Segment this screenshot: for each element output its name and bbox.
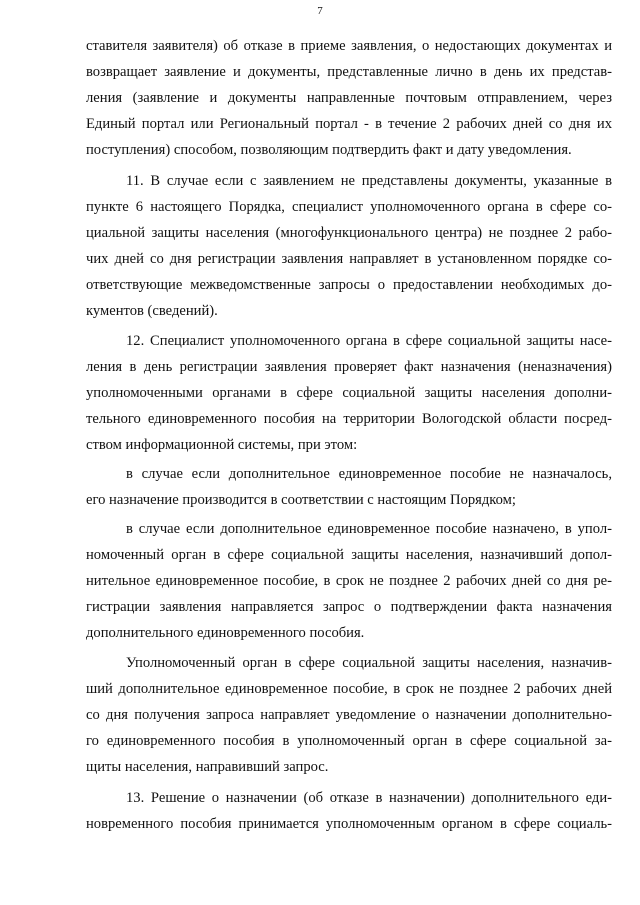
text-line: новременного пособия принимается уполномоченным органом в сфере социаль- [86,816,612,832]
text-line: номоченный орган в сфере социальной защиты населения, назначивший допол- [86,547,612,563]
text-line: ления в день регистрации заявления проверяет факт назначения (неназначения) [86,359,612,375]
text-line: уполномоченными органами в сфере социальной защиты населения дополни- [86,385,612,401]
text-line: 12. Специалист уполномоченного органа в сфере социальной защиты насе- [126,333,612,349]
text-line: дополнительного единовременного пособия. [86,625,365,641]
text-line: циальной защиты населения (многофункционального центра) не позднее 2 рабо- [86,225,612,241]
text-line: ший дополнительное единовременное пособие, в срок не позднее 2 рабочих дней [86,681,612,697]
text-line: ответствующие межведомственные запросы о предоставлении необходимых до- [86,277,612,293]
text-line: поступления) способом, позволяющим подтвердить факт и дату уведомления. [86,142,572,158]
text-line: тельного единовременного пособия на территории Вологодской области посред- [86,411,612,427]
text-line: пункте 6 настоящего Порядка, специалист уполномоченного органа в сфере со- [86,199,612,215]
text-line: 13. Решение о назначении (об отказе в назначении) дополнительного еди- [126,790,612,806]
text-line: нительное единовременное пособие, в срок не позднее 2 рабочих дней со дня ре- [86,573,612,589]
text-line: щиты населения, направивший запрос. [86,759,329,775]
text-line: чих дней со дня регистрации заявления направляет в установленном порядке со- [86,251,612,267]
text-line: Единый портал или Региональный портал - в течение 2 рабочих дней со дня их [86,116,612,132]
text-line: возвращает заявление и документы, представленные лично в день их представ- [86,64,612,80]
text-line: в случае если дополнительное единовременное пособие не назначалось, [126,466,612,482]
text-line: го единовременного пособия в уполномоченный орган в сфере социальной за- [86,733,612,749]
text-line: со дня получения запроса направляет уведомление о назначении дополнительно- [86,707,612,723]
page-number: 7 [317,5,323,17]
text-line: гистрации заявления направляется запрос о подтверждении факта назначения [86,599,612,615]
text-line: ления (заявление и документы направленные почтовым отправлением, через [86,90,612,106]
text-line: его назначение производится в соответствии с настоящим Порядком; [86,492,516,508]
text-line: 11. В случае если с заявлением не представлены документы, указанные в [126,173,612,189]
text-line: ставителя заявителя) об отказе в приеме заявления, о недостающих документах и [86,38,612,54]
text-line: кументов (сведений). [86,303,218,319]
text-line: Уполномоченный орган в сфере социальной защиты населения, назначив- [126,655,612,671]
text-line: ством информационной системы, при этом: [86,437,358,453]
text-line: в случае если дополнительное единовременное пособие назначено, в упол- [126,521,612,537]
